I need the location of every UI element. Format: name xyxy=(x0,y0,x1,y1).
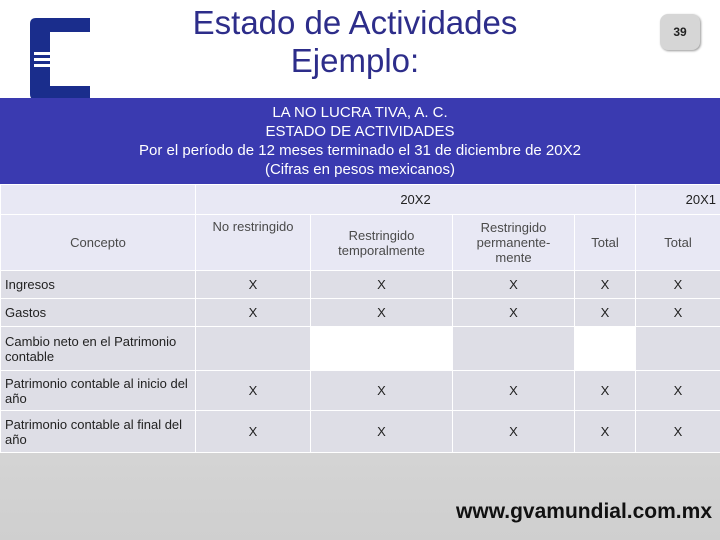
row-value: X xyxy=(311,271,453,299)
activities-table xyxy=(0,184,720,453)
table-row xyxy=(1,271,720,299)
column-header-row xyxy=(1,215,720,271)
table-row xyxy=(1,411,720,453)
blank-cell xyxy=(1,185,196,215)
company-logo-icon xyxy=(28,18,90,100)
table-row xyxy=(1,299,720,327)
statement-currency: (Cifras en pesos mexicanos) xyxy=(264,161,456,178)
row-value: X xyxy=(636,271,720,299)
entity-name: LA NO LUCRA TIVA, A. C. xyxy=(272,104,448,121)
row-value: X xyxy=(196,299,311,327)
row-value xyxy=(575,327,636,371)
year-prior-header: 20X1 xyxy=(636,185,720,215)
row-value: X xyxy=(196,411,311,453)
row-concept: Ingresos xyxy=(1,271,196,299)
slide-title xyxy=(130,4,580,80)
row-value: X xyxy=(311,299,453,327)
row-value: X xyxy=(575,271,636,299)
row-value xyxy=(636,327,720,371)
row-concept: Patrimonio contable al final del año xyxy=(1,411,196,453)
row-value: X xyxy=(575,299,636,327)
row-value xyxy=(453,327,575,371)
row-value: X xyxy=(196,271,311,299)
total-prior-header: Total xyxy=(636,215,720,271)
slide-title-line2: Ejemplo: xyxy=(290,42,420,79)
statement-name: ESTADO DE ACTIVIDADES xyxy=(265,123,455,140)
table-row xyxy=(1,327,720,371)
row-value: X xyxy=(636,371,720,411)
row-concept: Cambio neto en el Patrimonio contable xyxy=(1,327,196,371)
row-value: X xyxy=(196,371,311,411)
row-value: X xyxy=(453,299,575,327)
row-concept: Patrimonio contable al inicio del año xyxy=(1,371,196,411)
row-value: X xyxy=(575,371,636,411)
unrestricted-header: No restringido xyxy=(196,215,311,271)
row-value xyxy=(196,327,311,371)
slide-title-line1: Estado de Actividades xyxy=(192,4,518,41)
statement-period: Por el período de 12 meses terminado el 31 de diciembre de 20X2 xyxy=(139,142,581,159)
row-value: X xyxy=(453,411,575,453)
row-value: X xyxy=(311,371,453,411)
perm-restricted-header: Restringido permanente- mente xyxy=(453,215,575,271)
row-value: X xyxy=(453,371,575,411)
concept-header: Concepto xyxy=(1,215,196,271)
row-value: X xyxy=(636,299,720,327)
total-current-header: Total xyxy=(575,215,636,271)
temp-restricted-header: Restringido temporalmente xyxy=(311,215,453,271)
year-header-row xyxy=(1,185,720,215)
row-value: X xyxy=(636,411,720,453)
website-url: www.gvamundial.com.mx xyxy=(456,500,712,523)
row-concept: Gastos xyxy=(1,299,196,327)
row-value: X xyxy=(453,271,575,299)
row-value xyxy=(311,327,453,371)
table-row xyxy=(1,371,720,411)
statement-header xyxy=(0,98,720,184)
year-current-header: 20X2 xyxy=(196,185,636,215)
page-number-badge: 39 xyxy=(660,14,700,50)
row-value: X xyxy=(575,411,636,453)
row-value: X xyxy=(311,411,453,453)
